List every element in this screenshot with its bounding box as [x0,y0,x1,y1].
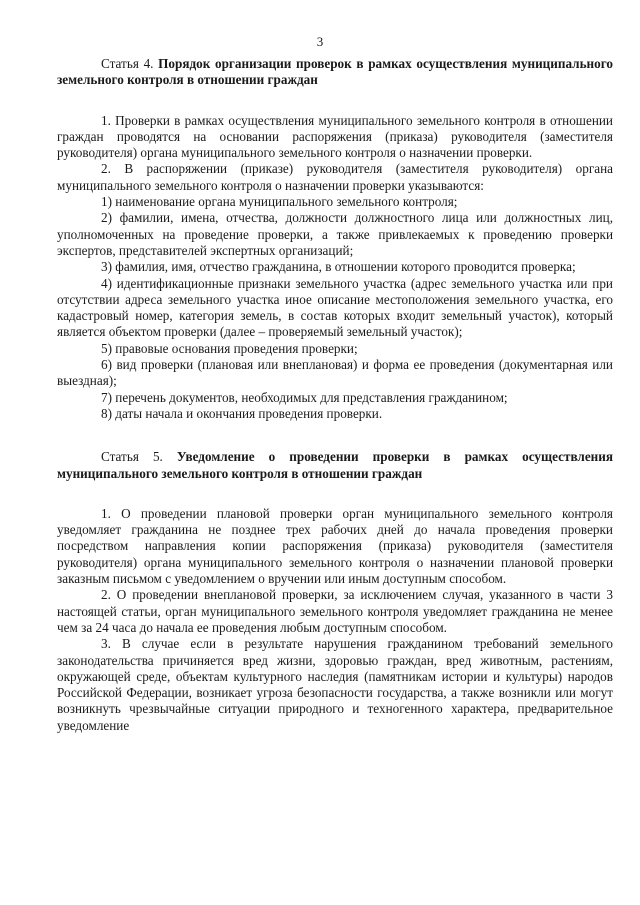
article-5-prefix: Статья 5. [101,449,163,465]
document-body [57,56,613,734]
article-5-title: Уведомление о проведении проверки в рамках осуществления муниципального земельного контроля в отношении граждан [57,449,614,481]
article-4-heading [57,56,613,89]
article-4-paragraph: 2. В распоряжении (приказе) руководителя (заместителя руководителя) органа муниципального земельного контроля о назначении проверки указываются: [57,161,613,193]
article-4-list-item: 4) идентификационные признаки земельного участка (адрес земельного участка или при отсутствии адреса земельного участка иное описание местоположения земельного участка, его кадастровый номер, категория земель, в состав которых входит земельный участок), который является объектом проверки (далее – проверяемый земельный участок); [57,275,613,340]
article-4-prefix: Статья 4. [101,56,154,71]
article-4-list-item: 3) фамилия, имя, отчество гражданина, в отношении которого проводится проверка; [101,259,576,275]
article-4-list-item: 6) вид проверки (плановая или внеплановая) и форма ее проведения (документарная или выездная); [57,357,613,389]
article-5-heading [57,449,613,482]
page-number: 3 [316,34,324,49]
article-5-paragraph: 2. О проведении внеплановой проверки, за исключением случая, указанного в части 3 настоящей статьи, орган муниципального земельного контроля уведомляет гражданина не менее чем за 24 часа до начала ее проведения любым доступным способом. [57,587,613,635]
article-5-paragraph: 3. В случае если в результате нарушения гражданином требований земельного законодательства причиняется вред жизни, здоровью граждан, вред животным, растениям, окружающей среде, объектам культурного наследия (памятникам истории и культуры) народов Российской Федерации, возникает угроза безопасности государства, а также возникли или могут возникнуть чрезвычайные ситуации природного и техногенного характера, предварительное уведомление [57,636,613,733]
article-4-paragraph: 1. Проверки в рамках осуществления муниципального земельного контроля в отношении граждан проводятся на основании распоряжения (приказа) руководителя (заместителя руководителя) органа муниципального земельного контроля о назначении проверки. [57,112,613,161]
article-4-list-item: 7) перечень документов, необходимых для представления гражданином; [101,389,508,405]
article-5-paragraph: 1. О проведении плановой проверки орган муниципального земельного контроля уведомляет гражданина не позднее трех рабочих дней до начала проведения проверки посредством направления копии распоряжения (приказа) руководителя (заместителя руководителя) органа муниципального земельного контроля о назначении плановой проверки заказным письмом с уведомлением о вручении или иным доступным способом. [57,505,613,587]
article-4-title: Порядок организации проверок в рамках осуществления муниципального земельного контроля в отношении граждан [57,56,614,88]
article-4-list-item: 2) фамилии, имена, отчества, должности должностного лица или должностных лиц, уполномоченных на проведение проверки, а также привлекаемых к проведению проверки экспертов, представителей экспертных организаций; [57,210,613,258]
article-4-list-item: 5) правовые основания проведения проверки; [101,340,358,356]
article-4-list-item: 8) даты начала и окончания проведения проверки. [101,405,383,421]
article-4-list-item: 1) наименование органа муниципального земельного контроля; [101,194,458,210]
